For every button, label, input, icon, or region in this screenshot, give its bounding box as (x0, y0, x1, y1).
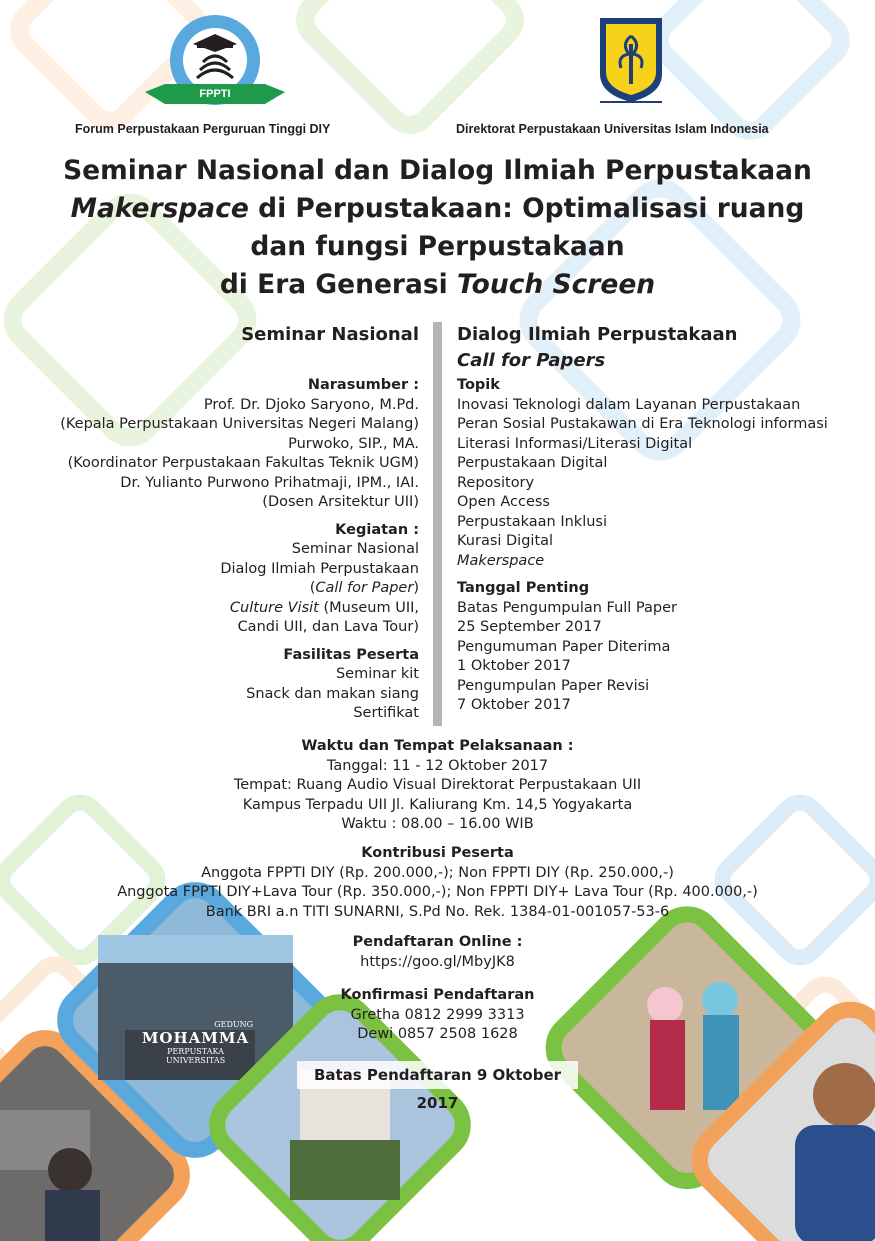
title-makerspace: Makerspace (70, 193, 249, 224)
call-for-paper-text: Call for Paper (315, 580, 414, 596)
fppti-logo (145, 14, 285, 108)
sign-gedung: GEDUNG (214, 1020, 253, 1029)
contact-line: Gretha 0812 2999 3313 (350, 1006, 525, 1023)
topic-line: Perpustakaan Inklusi (457, 513, 608, 530)
facility-line: Snack dan makan siang (246, 685, 419, 702)
fppti-logo-text: FPPTI (199, 88, 231, 100)
title-line-4 (0, 266, 875, 304)
speaker-line: Prof. Dr. Djoko Saryono, M.Pd. (203, 396, 419, 413)
facility-line: Seminar kit (335, 666, 419, 682)
kontribusi-section (0, 844, 875, 922)
paren-open: ( (309, 580, 316, 596)
dialog-column (457, 322, 867, 716)
left-org-name: Forum Perpustakaan Perguruan Tinggi DIY (75, 122, 331, 136)
date-line: 7 Oktober 2017 (457, 697, 571, 713)
title-line-3: dan fungsi Perpustakaan (250, 231, 625, 262)
topic-line: Kurasi Digital (457, 533, 554, 549)
speaker-line: Purwoko, SIP., MA. (288, 435, 419, 452)
activity-line (0, 599, 419, 619)
speaker-line: (Dosen Arsitektur UII) (262, 494, 419, 510)
facility-line: Sertifikat (353, 705, 419, 721)
culture-visit-rest: (Museum UII, (318, 599, 419, 616)
column-divider (433, 322, 442, 726)
activity-line: Seminar Nasional (291, 541, 419, 557)
title-line-2-rest: di Perpustakaan: Optimalisasi ruang (248, 193, 805, 224)
registration-deadline: Batas Pendaftaran 9 Oktober 2017 (297, 1061, 578, 1089)
title-line-2 (0, 190, 875, 228)
waktu-line: Waktu : 08.00 – 16.00 WIB (341, 816, 534, 832)
registration-url[interactable]: https://goo.gl/MbyJK8 (360, 953, 515, 970)
topic-line: Makerspace (457, 552, 545, 569)
speaker-line: (Kepala Perpustakaan Universitas Negeri Malang) (60, 416, 419, 432)
speaker-line: Dr. Yulianto Purwono Prihatmaji, IPM., IAI. (120, 474, 419, 491)
topic-line: Inovasi Teknologi dalam Layanan Perpustakaan (457, 396, 801, 413)
speaker-line: (Koordinator Perpustakaan Fakultas Teknik UGM) (67, 455, 419, 471)
uii-logo (596, 14, 666, 112)
title-touch-screen: Touch Screen (456, 269, 656, 300)
contact-line: Dewi 0857 2508 1628 (357, 1026, 518, 1042)
title-line-4-prefix: di Era Generasi (219, 269, 457, 300)
seminar-heading: Seminar Nasional (241, 324, 419, 345)
activity-line: Candi UII, dan Lava Tour) (237, 619, 419, 635)
topic-line: Open Access (457, 494, 550, 510)
building-sign (128, 1020, 263, 1065)
date-line: Pengumpulan Paper Revisi (457, 677, 650, 694)
waktu-line: Tempat: Ruang Audio Visual Direktorat Perpustakaan UII (233, 777, 642, 793)
sign-universitas: UNIVERSITAS (165, 1056, 226, 1065)
topik-heading: Topik (457, 377, 500, 393)
waktu-section (0, 737, 875, 835)
kegiatan-heading: Kegiatan : (335, 521, 419, 538)
registration-section (0, 933, 875, 972)
kontribusi-heading: Kontribusi Peserta (361, 845, 514, 861)
narasumber-heading: Narasumber : (307, 377, 419, 393)
right-org-name: Direktorat Perpustakaan Universitas Islam Indonesia (456, 122, 769, 136)
tanggal-penting-heading: Tanggal Penting (457, 580, 590, 596)
title-line-1: Seminar Nasional dan Dialog Ilmiah Perpustakaan (63, 155, 812, 186)
date-line: Batas Pengumpulan Full Paper (457, 599, 677, 616)
topic-line: Repository (457, 474, 535, 491)
topic-line: Literasi Informasi/Literasi Digital (457, 435, 693, 452)
bank-line: Bank BRI a.n TITI SUNARNI, S.Pd No. Rek. 1384-01-001057-53-6 (205, 903, 670, 920)
paren-close: ) (413, 580, 419, 596)
date-line: 1 Oktober 2017 (457, 658, 571, 674)
fasilitas-heading: Fasilitas Peserta (283, 646, 419, 663)
event-title (0, 152, 875, 304)
registration-heading: Pendaftaran Online : (352, 934, 523, 950)
waktu-heading: Waktu dan Tempat Pelaksanaan : (301, 738, 574, 754)
waktu-line: Tanggal: 11 - 12 Oktober 2017 (326, 757, 549, 774)
sign-mohammad: MOHAMMA (141, 1029, 250, 1047)
date-line: 25 September 2017 (457, 619, 602, 635)
topic-line: Peran Sosial Pustakawan di Era Teknologi informasi (457, 416, 828, 432)
date-line: Pengumuman Paper Diterima (457, 638, 671, 655)
fee-line: Anggota FPPTI DIY (Rp. 200.000,-); Non FPPTI DIY (Rp. 250.000,-) (201, 864, 674, 881)
activity-line (0, 579, 419, 599)
call-for-papers-heading: Call for Papers (457, 350, 606, 371)
activity-line: Dialog Ilmiah Perpustakaan (220, 560, 419, 577)
topic-line: Perpustakaan Digital (457, 455, 608, 471)
seminar-column (0, 322, 419, 724)
dialog-heading: Dialog Ilmiah Perpustakaan (457, 324, 738, 345)
culture-visit-text: Culture Visit (229, 599, 319, 616)
sign-perpustakaan: PERPUSTAKA (167, 1047, 224, 1056)
waktu-line: Kampus Terpadu UII Jl. Kaliurang Km. 14,5 Yogyakarta (242, 796, 633, 813)
confirmation-heading: Konfirmasi Pendaftaran (340, 987, 535, 1003)
fee-line: Anggota FPPTI DIY+Lava Tour (Rp. 350.000,-); Non FPPTI DIY+ Lava Tour (Rp. 400.000,-) (117, 884, 758, 900)
